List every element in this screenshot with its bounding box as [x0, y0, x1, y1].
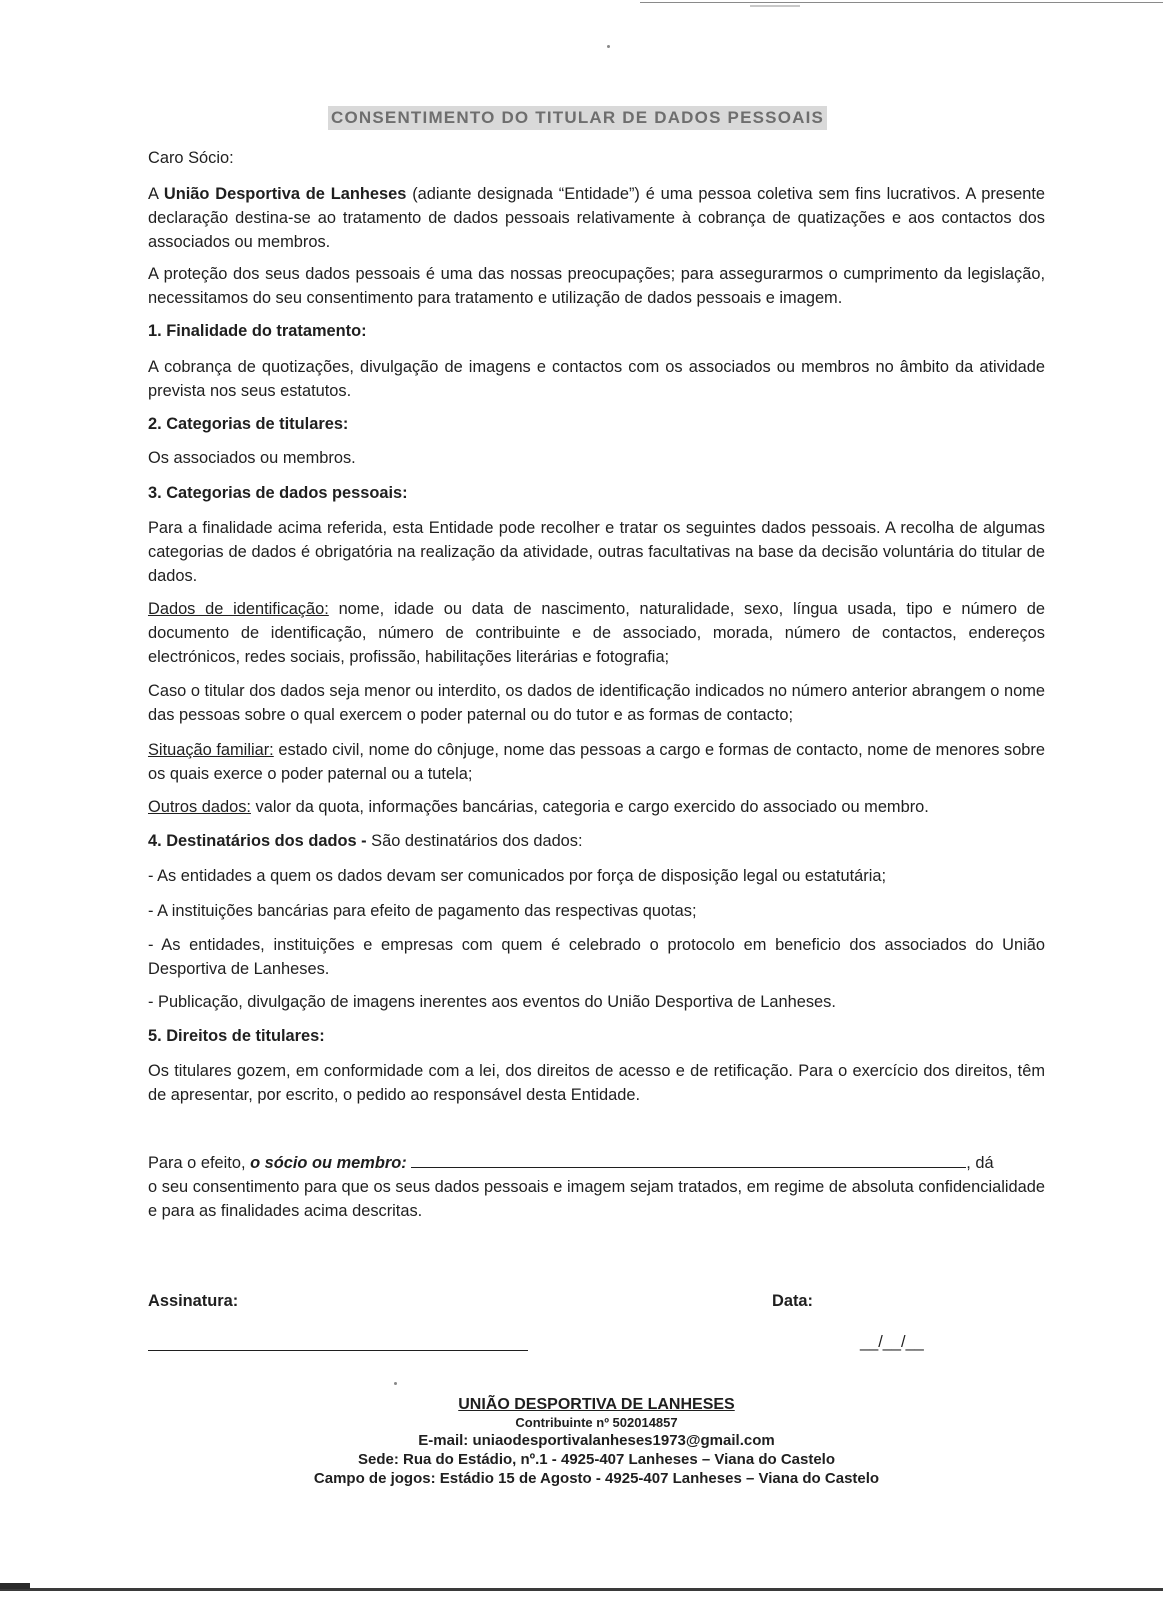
intro-text: A [148, 185, 164, 203]
signature-field[interactable] [148, 1350, 528, 1351]
identification-text: nome, idade ou data de nascimento, naturalidade, sexo, língua usada, tipo e número de documento de identificação, número de contribuinte e de associado, morada, número de contactos, endereços electrónicos, redes sociais, profissão, habilitações literárias e fotografia; [148, 600, 1046, 666]
section-2-heading: 2. Categorias de titulares: [148, 415, 349, 433]
footer-sede: Sede: Rua do Estádio, nº.1 - 4925-407 Lanheses – Viana do Castelo [357, 1451, 836, 1468]
footer-nif: Contribuinte nº 502014857 [515, 1415, 678, 1430]
recipient-item: - As entidades a quem os dados devam ser comunicados por força de disposição legal ou estatutária; [148, 867, 887, 885]
intro-paragraph-2: A proteção dos seus dados pessoais é uma das nossas preocupações; para assegurarmos o cumprimento da legislação, necessitamos do seu consentimento para tratamento e utilização de dados pessoais e imagem. [148, 265, 1045, 307]
consent-line [148, 1151, 1045, 1175]
member-name-field[interactable] [411, 1151, 966, 1168]
footer-campo: Campo de jogos: Estádio 15 de Agosto - 4925-407 Lanheses – Viana do Castelo [313, 1470, 880, 1487]
scan-speck [394, 1382, 397, 1385]
other-data [148, 795, 1045, 819]
consent-text: o seu consentimento para que os seus dados pessoais e imagem sejam tratados, em regime de absoluta confidencialidade e para as finalidades acima descritas. [148, 1178, 1045, 1220]
identification-data [148, 597, 1045, 669]
footer [148, 1395, 1045, 1488]
minor-data-text: Caso o titular dos dados seja menor ou interdito, os dados de identificação indicados no número anterior abrangem o nome das pessoas sobre o qual exercem o poder paternal ou do tutor e as formas de contacto; [148, 682, 1045, 724]
date-label: Data: [772, 1292, 813, 1310]
section-3-text: Para a finalidade acima referida, esta Entidade pode recolher e tratar os seguintes dados pessoais. A recolha de algumas categorias de dados é obrigatória na realização da atividade, outras facultativas na base da decisão voluntária do titular de dados. [148, 519, 1045, 585]
family-text: estado civil, nome do cônjuge, nome das pessoas a cargo e formas de contacto, nome de menores sobre os quais exerce o poder paternal ou a tutela; [148, 741, 1045, 783]
scan-mark-bottom [0, 1583, 30, 1589]
recipient-item: - As entidades, instituições e empresas com quem é celebrado o protocolo em beneficio dos associados do União Desportiva de Lanheses. [148, 936, 1045, 978]
section-3-heading: 3. Categorias de dados pessoais: [148, 484, 408, 502]
family-data [148, 738, 1045, 786]
member-label: o sócio ou membro: [250, 1154, 407, 1172]
intro-paragraph-1 [148, 182, 1045, 254]
recipient-item: - Publicação, divulgação de imagens inerentes aos eventos do União Desportiva de Lanheses. [148, 993, 836, 1011]
recipient-item: - A instituições bancárias para efeito de pagamento das respectivas quotas; [148, 902, 697, 920]
identification-label: Dados de identificação: [148, 600, 329, 618]
entity-name: União Desportiva de Lanheses [163, 185, 407, 203]
scan-edge-bottom [0, 1588, 1163, 1591]
section-5-text: Os titulares gozem, em conformidade com a lei, dos direitos de acesso e de retificação. Para o exercício dos direitos, têm de apresentar, por escrito, o pedido ao responsável desta Entidade. [148, 1062, 1045, 1104]
section-1-heading: 1. Finalidade do tratamento: [148, 322, 367, 340]
section-4-heading: 4. Destinatários dos dados - [148, 832, 367, 850]
scan-edge-top [640, 2, 1163, 3]
section-4-heading-rest: São destinatários dos dados: [366, 832, 583, 850]
document-title: CONSENTIMENTO DO TITULAR DE DADOS PESSOAIS [328, 106, 827, 130]
intro-text: (adiante designada “Entidade”) é uma pessoa coletiva sem fins lucrativos. A presente declaração destina-se ao tratamento de dados pessoais relativamente à cobrança de quatizações e aos contactos dos associados ou membros. [148, 185, 1045, 251]
greeting: Caro Sócio: [148, 149, 234, 167]
other-text: valor da quota, informações bancárias, categoria e cargo exercido do associado ou membro. [250, 798, 929, 816]
footer-email: E-mail: uniaodesportivalanheses1973@gmail.com [418, 1432, 775, 1449]
family-label: Situação familiar: [148, 741, 274, 759]
section-5-heading: 5. Direitos de titulares: [148, 1027, 325, 1045]
scan-mark-top [750, 5, 800, 7]
consent-suffix: , dá [966, 1154, 994, 1172]
scan-speck [607, 45, 610, 48]
date-field[interactable]: __/__/__ [860, 1333, 924, 1351]
other-label: Outros dados: [148, 798, 251, 816]
section-4-heading-line [148, 829, 1045, 853]
signature-label: Assinatura: [148, 1292, 239, 1310]
section-1-text: A cobrança de quotizações, divulgação de imagens e contactos com os associados ou membros no âmbito da atividade prevista nos seus estatutos. [148, 358, 1045, 400]
footer-org: UNIÃO DESPORTIVA DE LANHESES [458, 1396, 735, 1413]
consent-prefix: Para o efeito, [148, 1154, 251, 1172]
section-2-text: Os associados ou membros. [148, 449, 356, 467]
